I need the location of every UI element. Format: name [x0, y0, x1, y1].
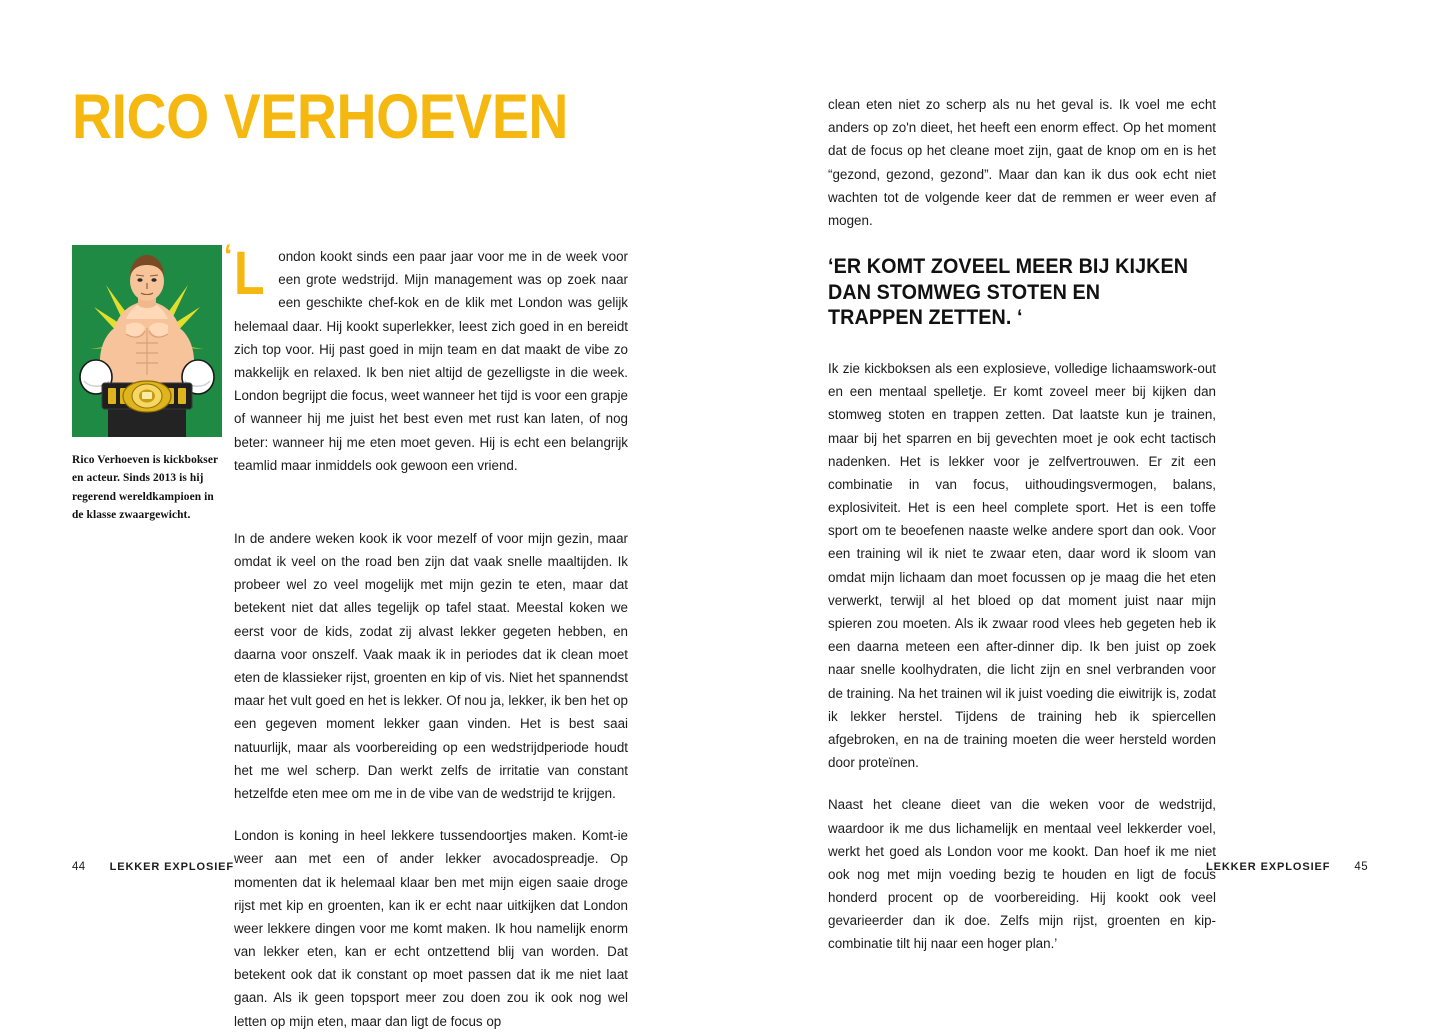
- body-paragraph-3: London is koning in heel lekkere tussendoortjes maken. Komt-ie weer aan met een of ander lekker avocadospreadje. Op momenten dat ik helemaal klaar ben met mijn eigen saaie droge rijst met kip en groenten, kan ik er echt naar uitkijken dat London weer lekkere dingen voor me komt maken. Ik hou namelijk enorm van lekker eten, kan er echt ontzettend blij van worden. Dat betekent ook dat ik constant op moet passen dat ik me niet laat gaan. Als ik geen topsport meer zou doen zou ik ook nog wel letten op mijn eten, maar dan ligt de focus op: [234, 828, 628, 1029]
- right-body-paragraph-3: Naast het cleane dieet van die weken voor de wedstrijd, waardoor ik me dus lichamelijk en mentaal veel lekkerder voel, werkt het goed als London voor me kookt. Dan hoef ik me niet ook nog met mijn voeding bezig te houden en ligt de focus honderd procent op de voorbereiding. Hij kookt ook veel gevarieerder dan ik doe. Zelfs mijn rijst, groenten en kip-combinatie tilt hij naar een hoger plan.’: [828, 797, 1216, 952]
- page-number-left: 44: [72, 861, 86, 873]
- right-body-paragraph-2: Ik zie kickboksen als een explosieve, volledige lichaamswork-out en een mentaal spelletje. Er komt zoveel meer bij kijken dan stomweg stoten en trappen zetten. Dat laatste kun je trainen, maar bij het sparren en bij gevechten moet je ook echt tactisch nadenken. Het is lekker voor je zelfvertrouwen. Er zit een combinatie in van focus, uithoudingsvermogen, balans, explosiviteit. Het is een heel complete sport. Het is een toffe sport om te beoefenen naaste welke andere sport dan ook. Voor een training wil ik niet te zwaar eten, daar word ik sloom van omdat mijn lichaam dan moet focussen op je maag die het eten verwerkt, terwijl al het bloed op dat moment juist naar mijn spieren zou moeten. Als ik zwaar rood vlees heb gegeten heb ik een daarna meteen een after-dinner dip. Ik ben juist op zoek naar snelle koolhydraten, die licht zijn en snel verbranden voor de training. Na het trainen wil ik juist voeding die eiwitrijk is, zodat ik lekker herstel. Tijdens de training heb ik spiercellen afgebroken, en na de training moeten die weer hersteld worden door proteïnen.: [828, 360, 1216, 771]
- chapter-title-right: LEKKER EXPLOSIEF: [1205, 861, 1331, 873]
- rico-verhoeven-kickboxer-illustration: [72, 245, 222, 437]
- body-paragraph-1-text: ondon kookt sinds een paar jaar voor me in de week voor een grote wedstrijd. Mijn management was op zoek naar een geschikte chef-kok en de klik met London was gelijk helemaal daar. Hij kookt superlekker, leest zich goed in en bereidt zich top voor. Hij past goed in mijn team en dat maakt de vibe zo makkelijk en relaxed. Ik ben niet altijd de gezelligste in die week. London begrijpt die focus, weet wanneer het tijd is voor een grapje of wanneer hij me juist het best even met rust kan laten, of nog beter: wanneer hij me eten moet geven. Hij is echt een belangrijk teamlid maar inmiddels ook gewoon een vriend.: [234, 249, 628, 473]
- right-page-footer: [1206, 861, 1368, 873]
- page-number-right: 45: [1354, 861, 1368, 873]
- illustration-caption: Rico Verhoeven is kickbokser en acteur. Sinds 2013 is hij regerend wereldkampioen in de klasse zwaargewicht.: [72, 454, 218, 522]
- left-page: [0, 0, 720, 1029]
- drop-cap: L: [234, 239, 265, 307]
- pull-quote: ‘ER KOMT ZOVEEL MEER BIJ KIJKEN DAN STOMWEG STOTEN EN TRAPPEN ZETTEN. ‘: [828, 255, 1189, 330]
- left-page-footer: [72, 861, 234, 873]
- right-body-paragraph-1: clean eten niet zo scherp als nu het geval is. Ik voel me echt anders op zo'n dieet, het heeft een enorm effect. Op het moment dat de focus op het cleane moet zijn, gaat de knop om en is het “gezond, gezond, gezond”. Maar dan kan ik dus ook echt niet wachten tot de volgende keer dat de remmen er weer even af mogen.: [828, 97, 1216, 228]
- body-paragraph-2: In de andere weken kook ik voor mezelf of voor mijn gezin, maar omdat ik veel on the road ben zijn dat vaak snelle maaltijden. Ik probeer wel zo veel mogelijk met mijn gezin te eten, maar dat betekent niet dat alles tegelijk op tafel staat. Meestal koken we eerst voor de kids, zodat zij alvast lekker gegeten hebben, en daarna voor onszelf. Vaak maak ik in periodes dat ik clean moet eten de klassieker rijst, groenten en kip of vis. Niet het spannendst maar het vult goed en het is lekker. Of nou ja, lekker, ik ben het op een gegeven moment lekker gaan vinden. Het is best saai natuurlijk, maar als voorbereiding op een wedstrijdperiode houdt het me wel scherp. Dan werkt zelfs de irritatie van constant hetzelfde eten mee om me in de vibe van de wedstrijd te krijgen.: [234, 530, 628, 801]
- left-text-continued: [234, 527, 628, 1033]
- page-title: RICO VERHOEVEN: [72, 82, 568, 152]
- right-page: [720, 0, 1440, 952]
- figure-column: [72, 245, 222, 525]
- left-text-column: [224, 239, 628, 477]
- left-content-area: [72, 239, 628, 1033]
- right-content-area: [828, 93, 1216, 956]
- open-quote-mark: ‘: [224, 239, 233, 272]
- chapter-title-left: LEKKER EXPLOSIEF: [109, 861, 235, 873]
- body-paragraph-1: [224, 239, 628, 477]
